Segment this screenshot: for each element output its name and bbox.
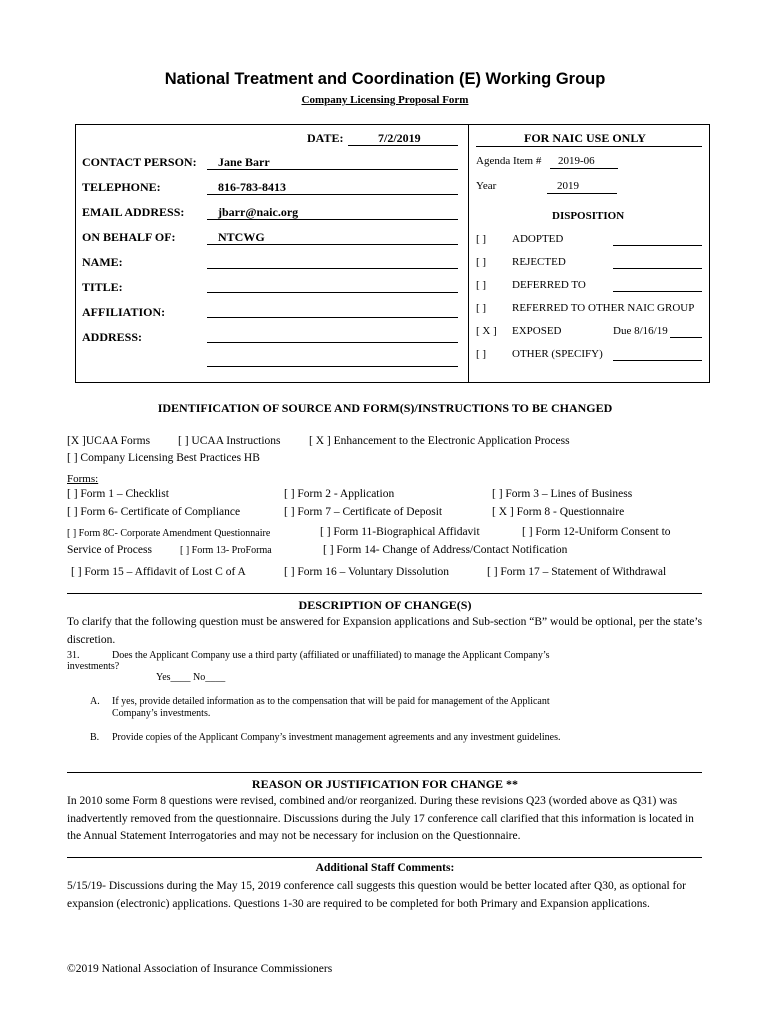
name-field[interactable] [207, 268, 458, 269]
staff-comments-text: 5/15/19- Discussions during the May 15, 2019 conference call suggests this question would be better located after Q30, as optional for expansion (electronic) applications. Questions 1-30 are required to be completed for both Primary and Expansion applications. [67, 880, 686, 910]
section-divider [67, 857, 702, 858]
disposition-heading: DISPOSITION [552, 210, 625, 222]
sub-a-label: A. [90, 696, 100, 707]
telephone-label: TELEPHONE: [82, 180, 161, 194]
sub-a-text-cont: Company’s investments. [112, 708, 211, 719]
disposition-checkbox[interactable]: [ ] [476, 256, 487, 268]
date-value[interactable]: 7/2/2019 [378, 131, 421, 145]
behalf-value[interactable]: NTCWG [218, 230, 265, 244]
address-label: ADDRESS: [82, 330, 143, 344]
form-12-continuation: Service of Process [67, 544, 152, 556]
disposition-checkbox[interactable]: [ ] [476, 348, 487, 360]
date-label: DATE: [307, 131, 344, 145]
form-2-checkbox[interactable]: [ ] Form 2 - Application [284, 488, 395, 500]
question-text: Does the Applicant Company use a third party (affiliated or unaffiliated) to manage the Applicant Company’s [112, 650, 550, 661]
title-label: TITLE: [82, 280, 123, 294]
form-1-checkbox[interactable]: [ ] Form 1 – Checklist [67, 488, 169, 500]
year-line [547, 193, 617, 194]
form-16-checkbox[interactable]: [ ] Form 16 – Voluntary Dissolution [284, 566, 450, 578]
naic-use-heading: FOR NAIC USE ONLY [524, 131, 646, 145]
reason-heading: REASON OR JUSTIFICATION FOR CHANGE ** [251, 777, 519, 791]
form-17-checkbox[interactable]: [ ] Form 17 – Statement of Withdrawal [487, 566, 667, 578]
address-field-1[interactable] [207, 342, 458, 343]
form-15-checkbox[interactable]: [ ] Form 15 – Affidavit of Lost C of A [71, 566, 246, 578]
contact-label: CONTACT PERSON: [82, 155, 197, 169]
disposition-checkbox[interactable]: [ ] [476, 279, 487, 291]
disposition-label: ADOPTED [512, 233, 564, 245]
form-7-checkbox[interactable]: [ ] Form 7 – Certificate of Deposit [284, 506, 443, 518]
telephone-line [207, 194, 458, 195]
contact-line [207, 169, 458, 170]
disposition-label: EXPOSED [512, 325, 562, 337]
form-12-checkbox[interactable]: [ ] Form 12-Uniform Consent to [522, 526, 671, 538]
description-text: To clarify that the following question must be answered for Expansion applications and Sub-section “B” would be optional, per the state’s discretion. [67, 616, 703, 646]
forms-label: Forms: [67, 473, 99, 485]
yes-no-answer: Yes____ No____ [156, 672, 226, 683]
email-line [207, 219, 458, 220]
year-value[interactable]: 2019 [557, 180, 579, 192]
due-date-line [670, 337, 702, 338]
disposition-line[interactable] [613, 268, 702, 269]
behalf-label: ON BEHALF OF: [82, 230, 176, 244]
question-text-cont: investments? [67, 661, 120, 672]
form-14-checkbox[interactable]: [ ] Form 14- Change of Address/Contact Notification [323, 544, 568, 556]
name-label: NAME: [82, 255, 123, 269]
contact-value[interactable]: Jane Barr [218, 155, 270, 169]
copyright-footer: ©2019 National Association of Insurance Commissioners [67, 963, 333, 975]
ucaa-forms-checkbox[interactable]: [X ]UCAA Forms [67, 435, 151, 447]
sub-a-text: If yes, provide detailed information as to the compensation that will be paid for management of the Applicant [112, 696, 550, 707]
reason-text: In 2010 some Form 8 questions were revised, combined and/or reorganized. During these revisions Q23 (worded above as Q31) was inadvertently removed from the questionnaire. Discussions during the July 17 conference call clarified that this information is located in the Annual Statement Interrogatories and may not be necessary for inclusion on the Questionnaire. [67, 795, 694, 842]
form-8c-checkbox[interactable]: [ ] Form 8C- Corporate Amendment Questionnaire [67, 528, 271, 539]
affiliation-field[interactable] [207, 317, 458, 318]
disposition-line[interactable] [613, 291, 702, 292]
form-subtitle: Company Licensing Proposal Form [301, 94, 469, 106]
telephone-value[interactable]: 816-783-8413 [218, 180, 286, 194]
best-practices-checkbox[interactable]: [ ] Company Licensing Best Practices HB [67, 452, 260, 464]
agenda-label: Agenda Item # [476, 155, 542, 167]
disposition-label: DEFERRED TO [512, 279, 586, 291]
form-11-checkbox[interactable]: [ ] Form 11-Biographical Affidavit [320, 526, 480, 538]
disposition-label: REJECTED [512, 256, 566, 268]
sub-b-label: B. [90, 732, 100, 743]
year-label: Year [476, 180, 497, 192]
disposition-checkbox[interactable]: [ ] [476, 233, 487, 245]
affiliation-label: AFFILIATION: [82, 305, 166, 319]
section-divider [67, 593, 702, 594]
identification-heading: IDENTIFICATION OF SOURCE AND FORM(S)/INSTRUCTIONS TO BE CHANGED [157, 401, 613, 415]
page-title: National Treatment and Coordination (E) Working Group [164, 70, 606, 88]
section-divider [67, 772, 702, 773]
disposition-line[interactable] [613, 245, 702, 246]
date-line [348, 145, 458, 146]
enhancement-checkbox[interactable]: [ X ] Enhancement to the Electronic Application Process [309, 435, 570, 447]
address-field-2[interactable] [207, 366, 458, 367]
form-3-checkbox[interactable]: [ ] Form 3 – Lines of Business [492, 488, 633, 500]
form-13-checkbox[interactable]: [ ] Form 13- ProForma [180, 545, 272, 556]
disposition-line[interactable] [613, 360, 702, 361]
exposed-due-date: Due 8/16/19 [613, 325, 668, 337]
behalf-line [207, 244, 458, 245]
staff-comments-heading: Additional Staff Comments: [315, 862, 455, 874]
agenda-value[interactable]: 2019-06 [558, 155, 595, 167]
sub-b-text: Provide copies of the Applicant Company’s investment management agreements and any investment guidelines. [112, 732, 561, 743]
email-label: EMAIL ADDRESS: [82, 205, 185, 219]
title-field[interactable] [207, 292, 458, 293]
agenda-line [550, 168, 618, 169]
disposition-checkbox[interactable]: [ ] [476, 302, 487, 314]
description-heading: DESCRIPTION OF CHANGE(S) [298, 598, 472, 612]
disposition-label: OTHER (SPECIFY) [512, 348, 603, 360]
disposition-checkbox-exposed[interactable]: [ X ] [476, 325, 497, 337]
box-divider [468, 125, 469, 382]
email-value[interactable]: jbarr@naic.org [218, 205, 299, 219]
form-8-checkbox[interactable]: [ X ] Form 8 - Questionnaire [492, 506, 625, 518]
disposition-label: REFERRED TO OTHER NAIC GROUP [512, 302, 695, 314]
ucaa-instructions-checkbox[interactable]: [ ] UCAA Instructions [178, 435, 281, 447]
form-6-checkbox[interactable]: [ ] Form 6- Certificate of Compliance [67, 506, 241, 518]
question-number: 31. [67, 650, 80, 661]
naic-heading-line [476, 146, 702, 147]
